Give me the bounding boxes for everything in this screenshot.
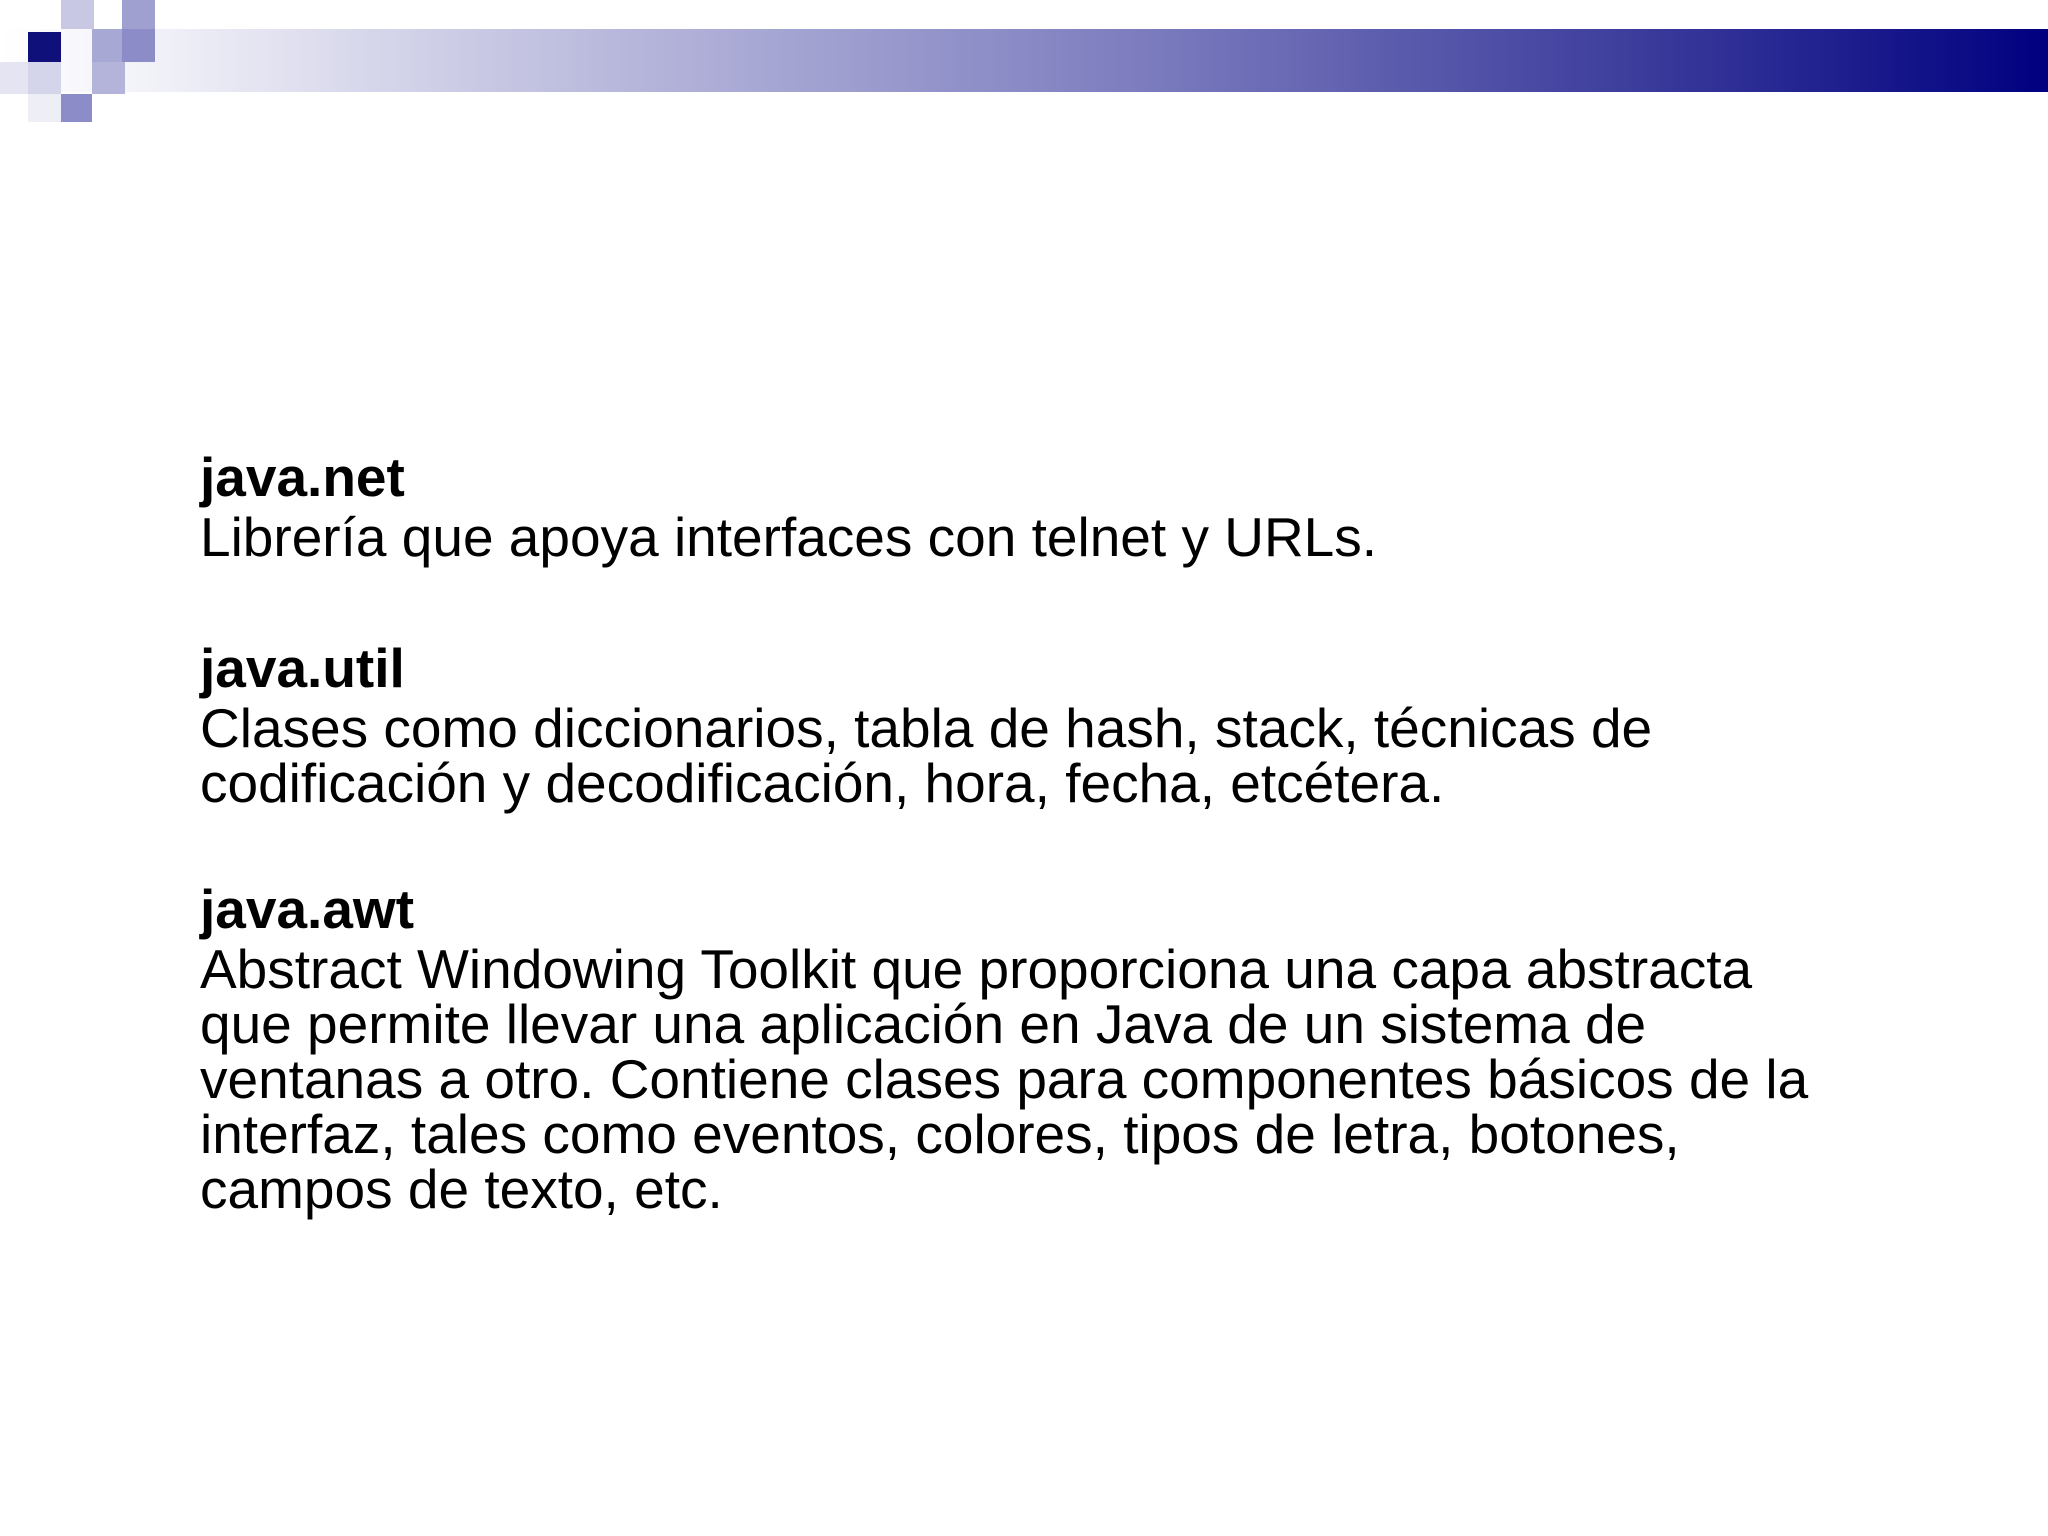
package-description-line: que permite llevar una aplicación en Java de un sistema de xyxy=(200,993,1647,1055)
package-description-line: Librería que apoya interfaces con telnet y URLs. xyxy=(200,506,1378,568)
square-light xyxy=(28,94,61,122)
package-entry-java-util xyxy=(200,637,1920,814)
package-name: java.net xyxy=(200,446,405,508)
square-light xyxy=(61,0,94,29)
square-mid xyxy=(92,62,125,94)
decorative-squares-logo xyxy=(0,0,160,125)
square-mid xyxy=(61,94,92,122)
square-mid xyxy=(122,0,155,29)
package-description-line: Clases como diccionarios, tabla de hash, stack, técnicas de xyxy=(200,697,1653,759)
package-list xyxy=(200,446,1920,1220)
package-name: java.awt xyxy=(200,878,415,940)
package-description-line: codificación y decodificación, hora, fecha, etcétera. xyxy=(200,752,1445,814)
package-description-line: ventanas a otro. Contiene clases para componentes básicos de la xyxy=(200,1048,1809,1110)
package-name: java.util xyxy=(200,637,405,699)
package-description-line: interfaz, tales como eventos, colores, tipos de letra, botones, xyxy=(200,1103,1680,1165)
header-gradient-bar xyxy=(0,29,2048,92)
package-description-line: Abstract Windowing Toolkit que proporciona una capa abstracta xyxy=(200,938,1753,1000)
package-entry-java-net xyxy=(200,446,1920,568)
square-mid xyxy=(92,29,125,62)
package-description-line: campos de texto, etc. xyxy=(200,1158,723,1220)
square-light xyxy=(0,62,28,94)
square-light xyxy=(122,29,155,62)
package-entry-java-awt xyxy=(200,878,1920,1220)
square-light xyxy=(28,62,61,94)
square-dark xyxy=(28,32,61,62)
